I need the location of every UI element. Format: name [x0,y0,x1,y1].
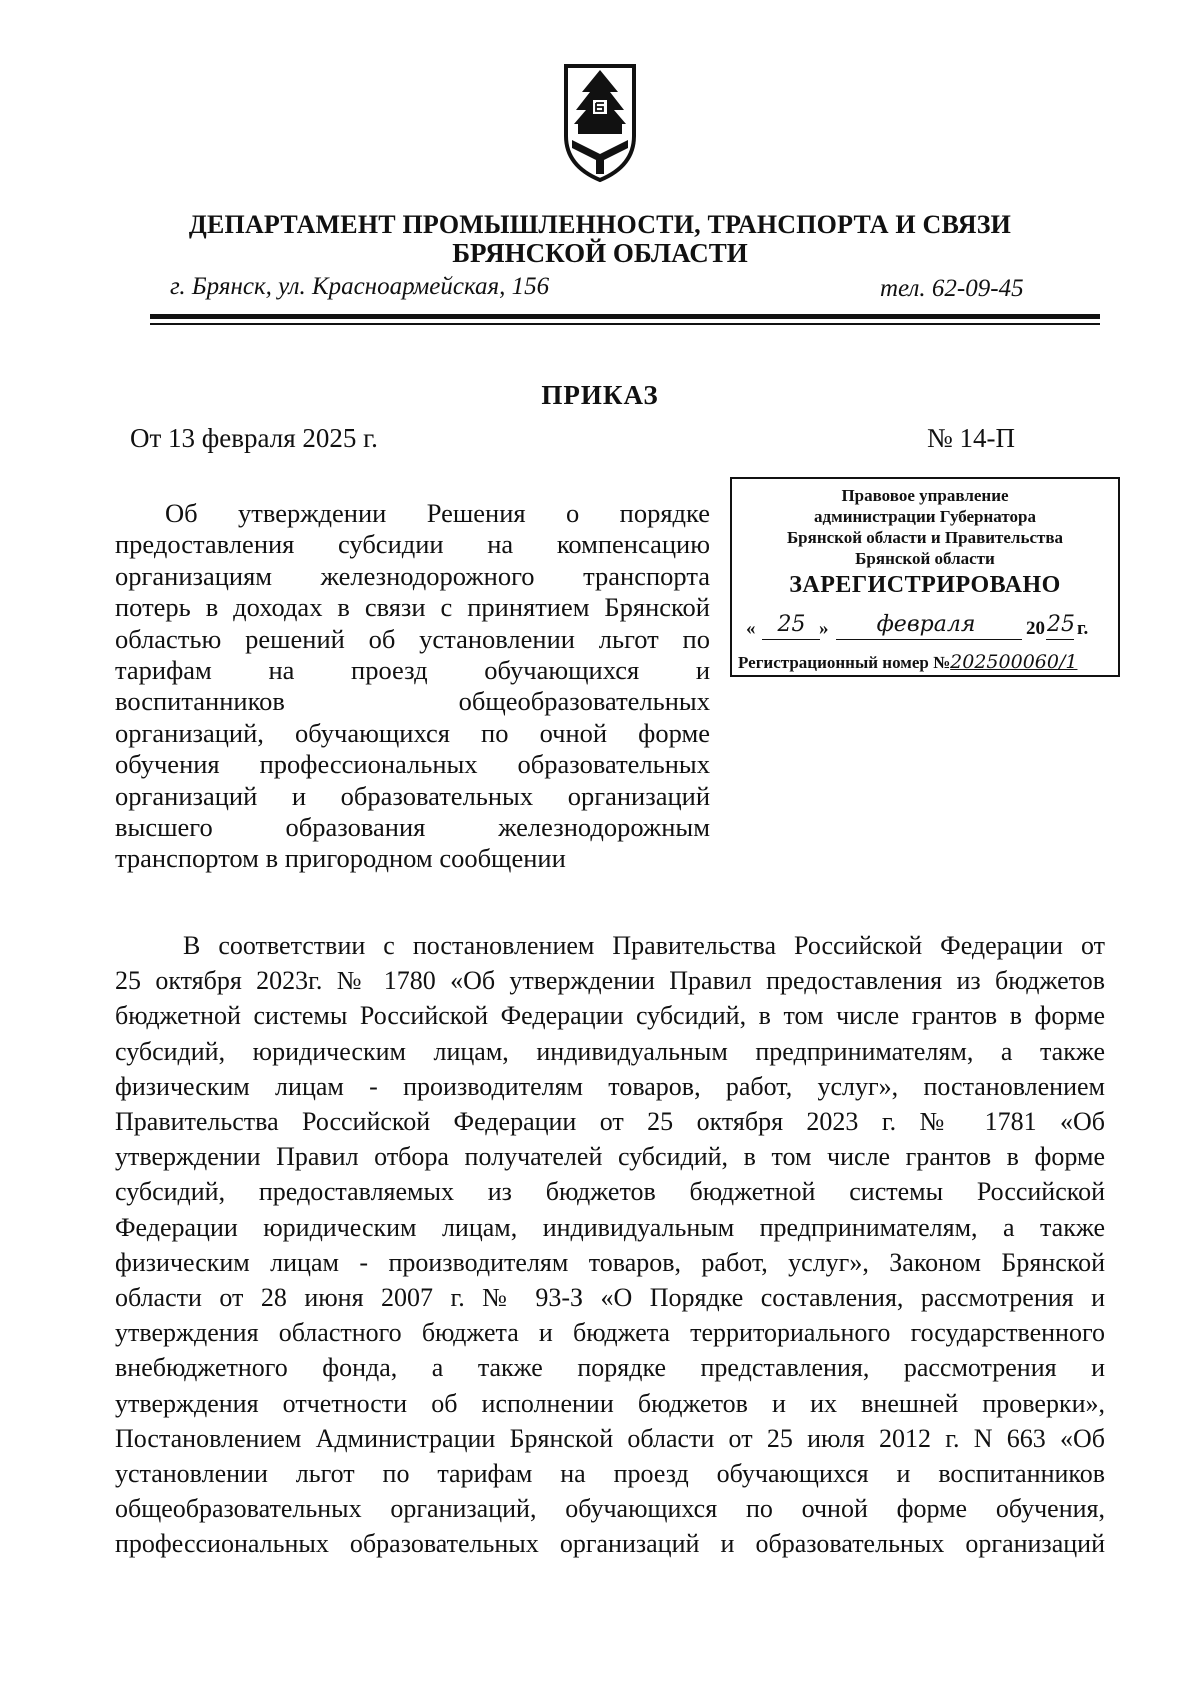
stamp-status: ЗАРЕГИСТРИРОВАНО [789,572,1061,598]
stamp-reg-number: 202500060/1 [950,651,1078,673]
subject-line: тарифам на проезд обучающихся и [115,655,710,686]
document-date: От 13 февраля 2025 г. [130,423,378,453]
body-line: субсидий, юридическим лицам, индивидуальным предпринимателям, а также [115,1036,1105,1066]
stamp-year-prefix: 20 [1026,618,1045,639]
body-line: общеобразовательных организаций, обучающихся по очной форме обучения, [115,1494,1105,1524]
body-line: установлении льгот по тарифам на проезд обучающихся и воспитанников [115,1459,1105,1489]
body-line: физическим лицам - производителям товаров, работ, услуг», Законом Брянской [115,1247,1105,1277]
registration-stamp [730,477,1120,677]
department-name: ДЕПАРТАМЕНТ ПРОМЫШЛЕННОСТИ, ТРАНСПОРТА И СВЯЗИ [188,210,1012,239]
stamp-org-line: администрации Губернатора [814,507,1036,526]
body-line: внебюджетного фонда, а также порядке представления, рассмотрения и [115,1353,1105,1383]
subject-line: областью решений об установлении льгот по [115,623,710,654]
body-line: области от 28 июня 2007 г. № 93-З «О Порядке составления, рассмотрения и [115,1283,1105,1313]
body-line: Постановлением Администрации Брянской области от 25 июля 2012 г. N 663 «Об [115,1423,1105,1453]
stamp-month: февраля [876,612,976,637]
body-line: утверждения отчетности об исполнении бюджетов и их внешней проверки», [115,1388,1105,1418]
body-line: Правительства Российской Федерации от 25 октября 2023 г. № 1781 «Об [115,1107,1105,1137]
subject-line: организаций, обучающихся по очной форме [115,717,710,748]
department-phone: тел. 62-09-45 [880,275,1024,302]
document-title: ПРИКАЗ [541,380,659,410]
stamp-quote-close: » [819,618,829,639]
stamp-year: 25 [1047,612,1075,637]
body-line: утверждении Правил отбора получателей субсидий, в том числе грантов в форме [115,1142,1105,1172]
body-line: бюджетной системы Российской Федерации субсидий, в том числе грантов в форме [115,1001,1105,1031]
body-line: физическим лицам - производителям товаров, работ, услуг», постановлением [115,1071,1105,1101]
body-line: 25 октября 2023г. № 1780 «Об утверждении Правил предоставления из бюджетов [115,966,1105,996]
header-divider-thin [150,323,1100,325]
stamp-year-unit: г. [1077,618,1089,639]
stamp-month-underline [836,639,1022,640]
coat-of-arms-icon [560,62,640,184]
subject-line: Об утверждении Решения о порядке [165,498,710,528]
department-region: БРЯНСКОЙ ОБЛАСТИ [452,238,748,268]
header-divider-thick [150,314,1100,319]
stamp-quote-open: « [746,618,756,639]
stamp-org-line: Правовое управление [841,486,1009,505]
subject-line: организациям железнодорожного транспорта [115,560,710,591]
body-line: утверждения областного бюджета и бюджета территориального государственного [115,1318,1105,1348]
stamp-day-underline [762,639,820,640]
stamp-organization [732,485,1118,569]
stamp-registration-number [738,651,1077,673]
subject-line: транспортом в пригородном сообщении [115,843,566,874]
document-subject [115,498,710,875]
body-line: субсидий, предоставляемых из бюджетов бюджетной системы Российской [115,1177,1105,1207]
stamp-reg-label: Регистрационный номер № [738,653,951,672]
body-line: профессиональных образовательных организаций и образовательных организаций [115,1529,1105,1559]
department-address: г. Брянск, ул. Красноармейская, 156 [170,273,550,300]
subject-line: потерь в доходах в связи с принятием Брянской [115,592,710,623]
stamp-date [746,612,1106,642]
stamp-org-line: Брянской области [855,549,995,568]
body-line: В соответствии с постановлением Правительства Российской Федерации от [183,931,1105,960]
stamp-day: 25 [777,612,806,637]
subject-line: предоставления субсидии на компенсацию [115,529,710,560]
subject-line: высшего образования железнодорожным [115,812,710,843]
stamp-year-underline [1046,639,1074,640]
subject-line: обучения профессиональных образовательных [115,749,710,780]
stamp-org-line: Брянской области и Правительства [786,528,1064,547]
document-number: № 14-П [927,423,1016,453]
subject-line: воспитанников общеобразовательных [115,686,710,717]
document-body [115,928,1105,1562]
subject-line: организаций и образовательных организаций [115,780,710,811]
body-line: Федерации юридическим лицам, индивидуальным предпринимателям, а также [115,1212,1105,1242]
